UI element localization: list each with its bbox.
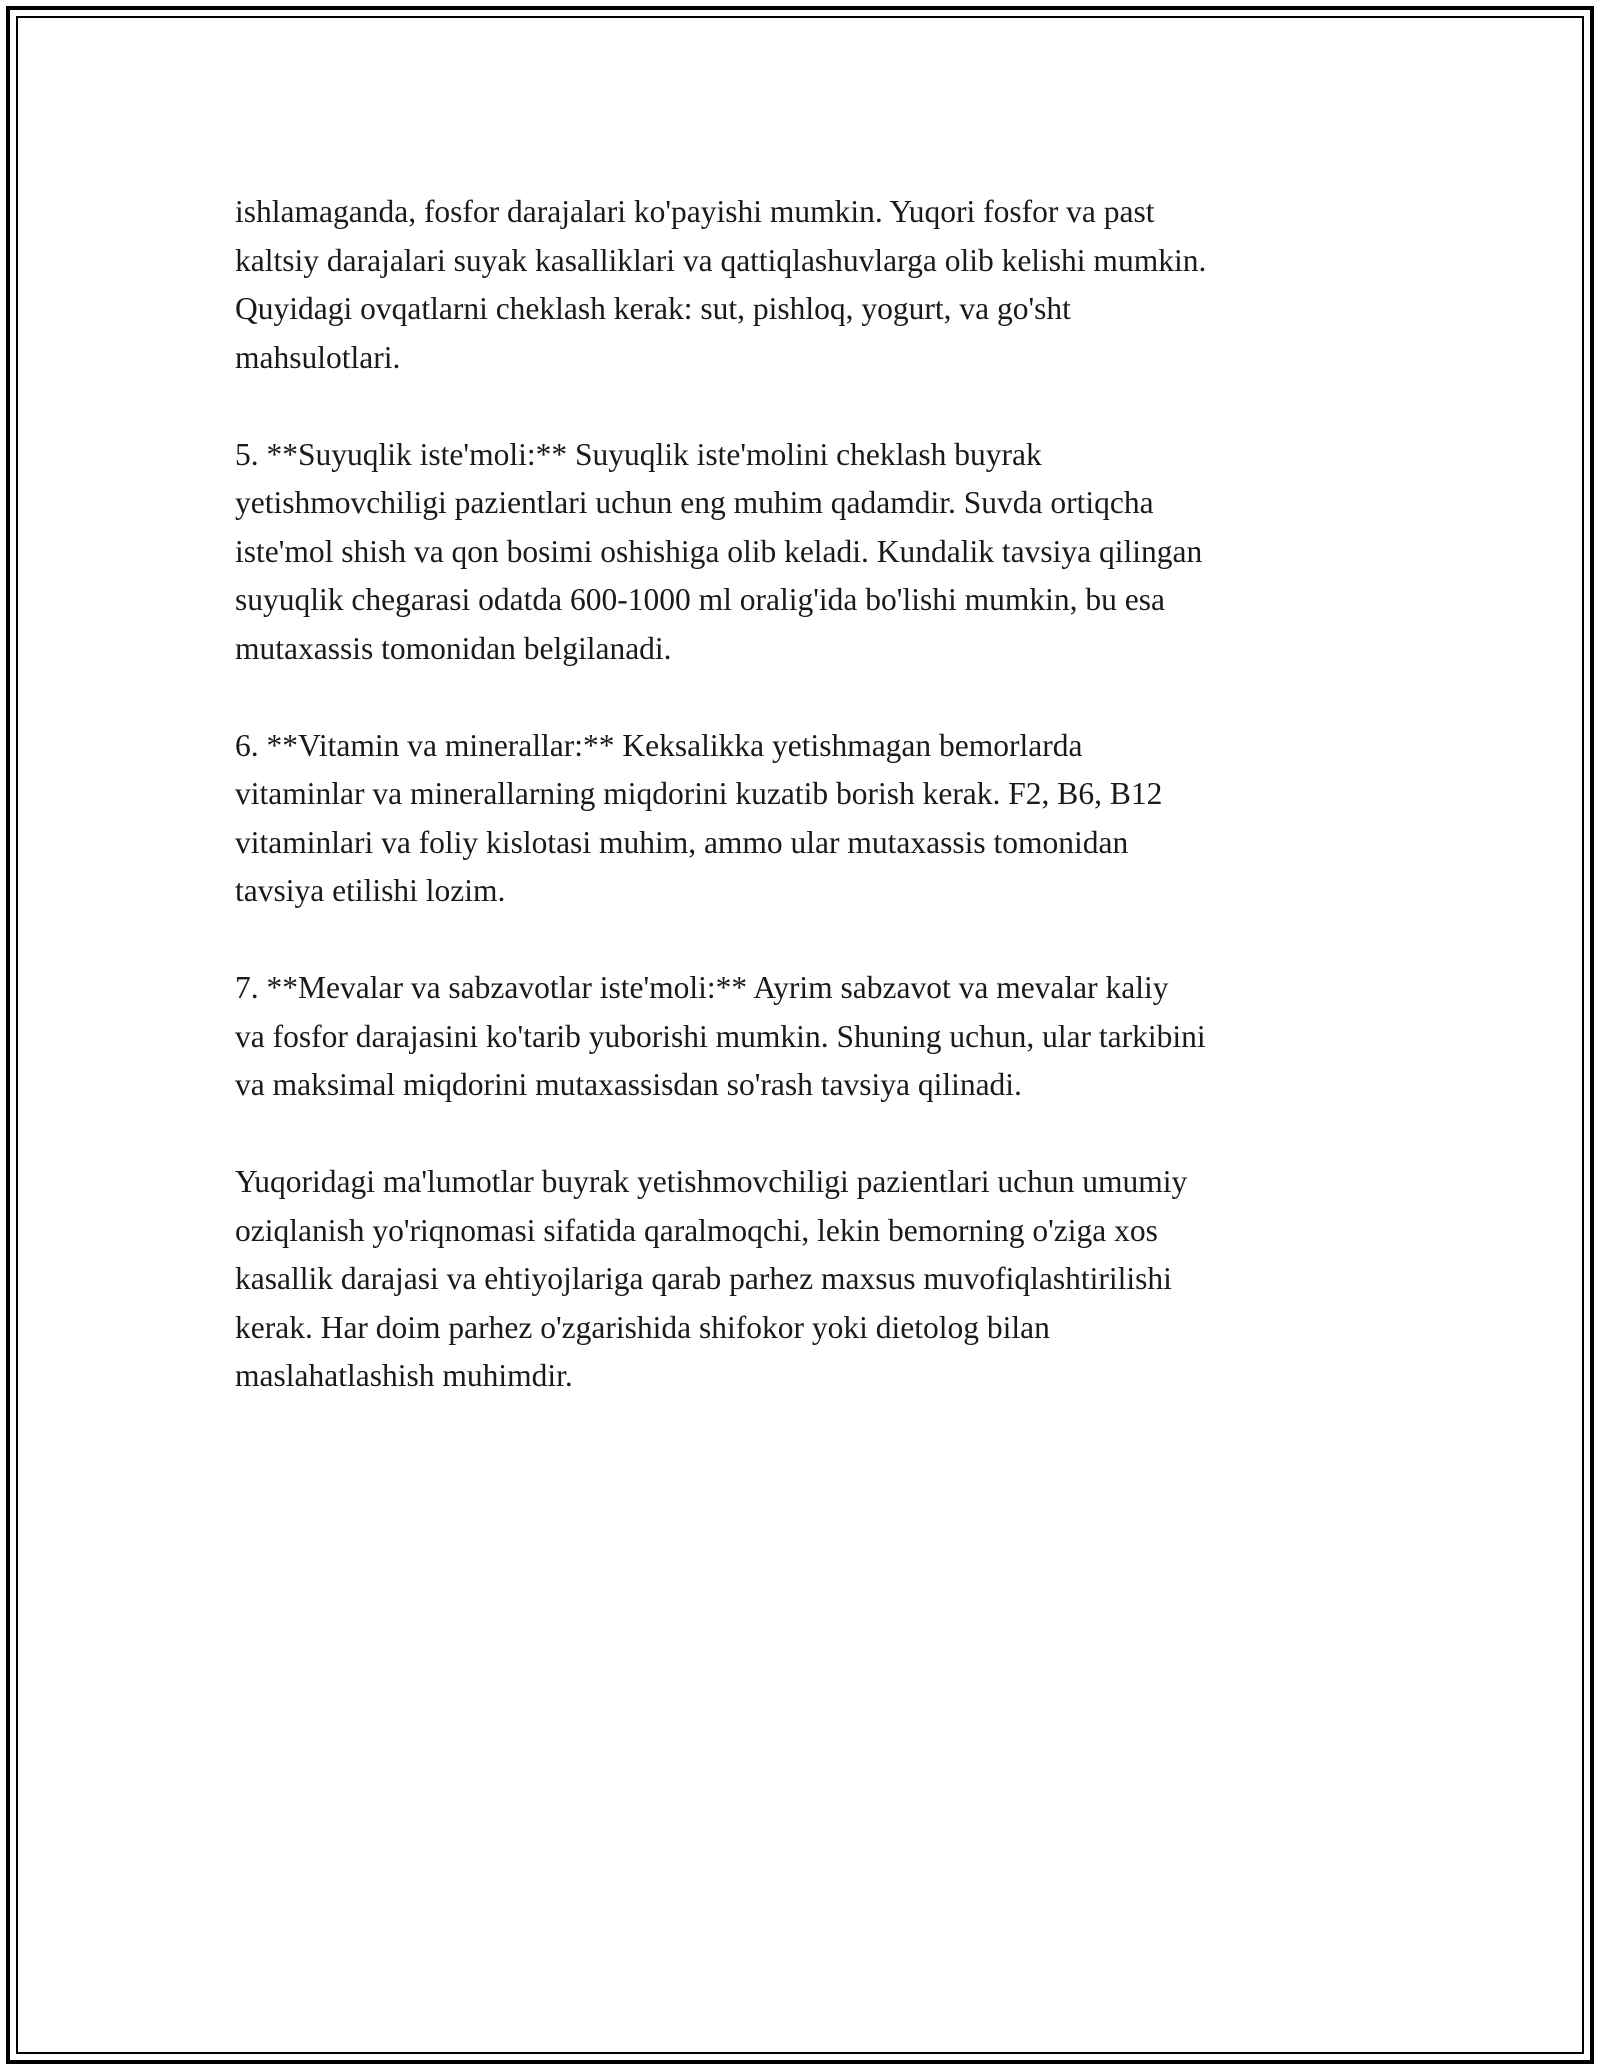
text-line: yetishmovchiligi pazientlari uchun eng muhim qadamdir. Suvda ortiqcha: [235, 485, 1154, 520]
text-line: vitaminlari va foliy kislotasi muhim, ammo ular mutaxassis tomonidan: [235, 824, 1129, 860]
text-line: kerak. Har doim parhez o'zgarishida shifokor yoki dietolog bilan: [235, 1309, 1050, 1345]
text-line: 5. **Suyuqlik iste'moli:** Suyuqlik iste'molini cheklash buyrak: [235, 436, 1042, 472]
text-line: vitaminlar va minerallarning miqdorini kuzatib borish kerak. F2, B6, B12: [235, 776, 1163, 811]
paragraph-conclusion: [235, 1158, 1375, 1401]
text-line: kasallik darajasi va ehtiyojlariga qarab parhez maxsus muvofiqlashtirilishi: [235, 1261, 1172, 1296]
text-line: Quyidagi ovqatlarni cheklash kerak: sut, pishloq, yogurt, va go'sht: [235, 291, 1071, 326]
paragraph-phosphorus: [235, 188, 1375, 382]
text-line: mutaxassis tomonidan belgilanadi.: [235, 630, 672, 666]
text-line: iste'mol shish va qon bosimi oshishiga olib keladi. Kundalik tavsiya qilingan: [235, 533, 1203, 569]
text-line: oziqlanish yo'riqnomasi sifatida qaralmoqchi, lekin bemorning o'ziga xos: [235, 1212, 1158, 1248]
paragraph-fluid-intake: [235, 431, 1375, 674]
text-line: maslahatlashish muhimdir.: [235, 1358, 573, 1393]
text-line: va fosfor darajasini ko'tarib yuborishi mumkin. Shuning uchun, ular tarkibini: [235, 1018, 1206, 1054]
text-line: va maksimal miqdorini mutaxassisdan so'rash tavsiya qilinadi.: [235, 1067, 1022, 1102]
text-line: suyuqlik chegarasi odatda 600-1000 ml oralig'ida bo'lishi mumkin, bu esa: [235, 582, 1165, 617]
paragraph-fruits-vegetables: [235, 964, 1375, 1110]
document-body: [235, 188, 1375, 1449]
paragraph-vitamins-minerals: [235, 722, 1375, 916]
text-line: mahsulotlari.: [235, 339, 401, 375]
text-line: 7. **Mevalar va sabzavotlar iste'moli:** Ayrim sabzavot va mevalar kaliy: [235, 970, 1169, 1005]
text-line: kaltsiy darajalari suyak kasalliklari va qattiqlashuvlarga olib kelishi mumkin.: [235, 242, 1207, 278]
text-line: Yuqoridagi ma'lumotlar buyrak yetishmovchiligi pazientlari uchun umumiy: [235, 1164, 1188, 1199]
text-line: ishlamaganda, fosfor darajalari ko'payishi mumkin. Yuqori fosfor va past: [235, 194, 1155, 229]
text-line: 6. **Vitamin va minerallar:** Keksalikka yetishmagan bemorlarda: [235, 727, 1083, 763]
text-line: tavsiya etilishi lozim.: [235, 873, 506, 908]
